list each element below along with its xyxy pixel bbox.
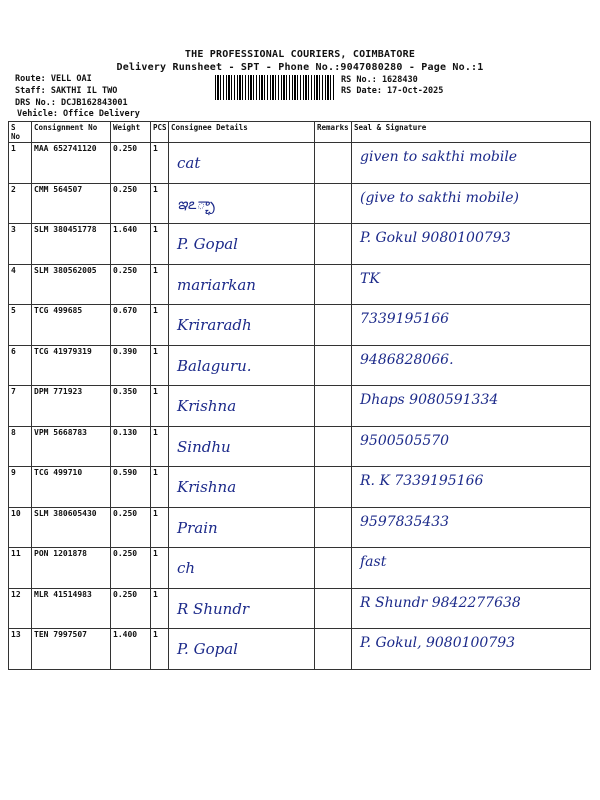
pcs-cell: 1 (151, 426, 169, 467)
signature-cell (352, 426, 591, 467)
weight-cell: 1.640 (111, 224, 151, 265)
remarks-cell (315, 143, 352, 184)
consignee-cell (169, 345, 315, 386)
pcs-cell: 1 (151, 345, 169, 386)
signature-handwriting: 7339195166 (360, 311, 450, 327)
signature-handwriting: R. K 7339195166 (360, 473, 484, 489)
pcs-cell: 1 (151, 264, 169, 305)
consignee-cell (169, 467, 315, 508)
weight-cell: 0.250 (111, 143, 151, 184)
sno-cell: 6 (9, 345, 32, 386)
pcs-cell: 1 (151, 224, 169, 265)
pcs-cell: 1 (151, 183, 169, 224)
consignee-handwriting: Krishna (177, 478, 237, 496)
signature-handwriting: 9597835433 (360, 513, 450, 530)
consignee-cell (169, 507, 315, 548)
weight-cell: 0.250 (111, 588, 151, 629)
table-row (9, 386, 591, 427)
consignee-handwriting: Sindhu (177, 437, 231, 456)
signature-handwriting: R Shundr 9842277638 (360, 594, 521, 611)
signature-cell (352, 507, 591, 548)
drs-number: DRS No.: DCJB162843001 (15, 98, 128, 108)
consignment-cell: MAA 652741120 (32, 143, 111, 184)
consignment-cell: TEN 7997507 (32, 629, 111, 670)
col-seal: Seal & Signature (352, 122, 591, 143)
consignee-handwriting: ch (177, 559, 196, 577)
sno-cell: 7 (9, 386, 32, 427)
signature-handwriting: TK (360, 270, 380, 287)
sno-cell: 2 (9, 183, 32, 224)
remarks-cell (315, 305, 352, 346)
col-pcs: PCS (151, 122, 169, 143)
remarks-cell (315, 629, 352, 670)
remarks-cell (315, 588, 352, 629)
consignee-handwriting: Prain (177, 518, 218, 537)
pcs-cell: 1 (151, 548, 169, 589)
signature-cell (352, 386, 591, 427)
consignee-handwriting: mariarkan (177, 275, 256, 294)
table-header-row (9, 122, 591, 143)
table-row (9, 426, 591, 467)
consignee-handwriting: Balaguru. (177, 356, 252, 375)
signature-handwriting: P. Gokul 9080100793 (360, 230, 511, 246)
consignee-cell (169, 588, 315, 629)
barcode (215, 75, 335, 100)
weight-cell: 0.590 (111, 467, 151, 508)
consignee-cell (169, 305, 315, 346)
consignee-cell (169, 143, 315, 184)
weight-cell: 0.390 (111, 345, 151, 386)
remarks-cell (315, 264, 352, 305)
remarks-cell (315, 386, 352, 427)
signature-handwriting: 9500505570 (360, 432, 450, 449)
weight-cell: 0.250 (111, 183, 151, 224)
consignment-cell: PON 1201878 (32, 548, 111, 589)
pcs-cell: 1 (151, 507, 169, 548)
sno-cell: 11 (9, 548, 32, 589)
weight-cell: 1.400 (111, 629, 151, 670)
runsheet-subtitle: Delivery Runsheet - SPT - Phone No.:9047080280 - Page No.:1 (116, 62, 484, 73)
table-row (9, 548, 591, 589)
consignment-cell: TCG 499710 (32, 467, 111, 508)
consignee-cell (169, 548, 315, 589)
table-row (9, 183, 591, 224)
sno-cell: 10 (9, 507, 32, 548)
remarks-cell (315, 183, 352, 224)
signature-cell (352, 264, 591, 305)
table-row (9, 629, 591, 670)
runsheet-table (8, 121, 591, 670)
signature-handwriting: fast (360, 554, 387, 570)
company-title: THE PROFESSIONAL COURIERS, COIMBATORE (184, 49, 416, 60)
col-weight: Weight (111, 122, 151, 143)
consignee-handwriting: R Shundr (177, 599, 250, 618)
rs-date: RS Date: 17-Oct-2025 (341, 86, 444, 96)
weight-cell: 0.250 (111, 548, 151, 589)
consignment-cell: SLM 380562005 (32, 264, 111, 305)
signature-cell (352, 629, 591, 670)
consignment-cell: SLM 380605430 (32, 507, 111, 548)
weight-cell: 0.350 (111, 386, 151, 427)
sno-cell: 8 (9, 426, 32, 467)
pcs-cell: 1 (151, 629, 169, 670)
signature-handwriting: Dhaps 9080591334 (360, 392, 499, 408)
col-consignee: Consignee Details (169, 122, 315, 143)
signature-cell (352, 224, 591, 265)
table-row (9, 224, 591, 265)
weight-cell: 0.670 (111, 305, 151, 346)
consignment-cell: CMM 564507 (32, 183, 111, 224)
table-row (9, 467, 591, 508)
sno-cell: 5 (9, 305, 32, 346)
sno-cell: 13 (9, 629, 32, 670)
col-sno: S No (9, 122, 32, 143)
table-row (9, 588, 591, 629)
table-row (9, 264, 591, 305)
sno-cell: 9 (9, 467, 32, 508)
table-row (9, 345, 591, 386)
consignee-handwriting: cat (177, 154, 201, 172)
sno-cell: 12 (9, 588, 32, 629)
rs-number: RS No.: 1628430 (341, 75, 418, 85)
remarks-cell (315, 507, 352, 548)
pcs-cell: 1 (151, 386, 169, 427)
pcs-cell: 1 (151, 467, 169, 508)
signature-cell (352, 588, 591, 629)
consignee-cell (169, 224, 315, 265)
table-row (9, 305, 591, 346)
remarks-cell (315, 548, 352, 589)
signature-cell (352, 143, 591, 184)
weight-cell: 0.250 (111, 507, 151, 548)
consignee-cell (169, 183, 315, 224)
signature-handwriting: (give to sakthi mobile) (360, 189, 520, 206)
signature-handwriting: given to sakthi mobile (360, 149, 518, 165)
table-row (9, 507, 591, 548)
col-consignment: Consignment No (32, 122, 111, 143)
sno-cell: 4 (9, 264, 32, 305)
remarks-cell (315, 467, 352, 508)
signature-cell (352, 305, 591, 346)
pcs-cell: 1 (151, 588, 169, 629)
consignment-cell: VPM 5668783 (32, 426, 111, 467)
consignee-handwriting: P. Gopal (177, 235, 238, 253)
table-row (9, 143, 591, 184)
remarks-cell (315, 224, 352, 265)
consignee-cell (169, 264, 315, 305)
consignee-handwriting: P. Gopal (177, 640, 238, 658)
consignment-cell: TCG 499685 (32, 305, 111, 346)
vehicle-label: Vehicle: Office Delivery (17, 109, 140, 119)
consignment-cell: SLM 380451778 (32, 224, 111, 265)
consignee-cell (169, 426, 315, 467)
signature-handwriting: 9486828066. (360, 351, 454, 368)
signature-cell (352, 548, 591, 589)
remarks-cell (315, 426, 352, 467)
signature-cell (352, 183, 591, 224)
signature-cell (352, 467, 591, 508)
weight-cell: 0.250 (111, 264, 151, 305)
weight-cell: 0.130 (111, 426, 151, 467)
col-remarks: Remarks (315, 122, 352, 143)
staff-label: Staff: SAKTHI IL TWO (15, 86, 118, 96)
consignee-cell (169, 386, 315, 427)
consignment-cell: TCG 41979319 (32, 345, 111, 386)
consignee-handwriting: Krishna (177, 397, 237, 415)
consignment-cell: DPM 771923 (32, 386, 111, 427)
consignee-handwriting: ఇఽ్ఛా (177, 194, 215, 213)
route-label: Route: VELL OAI (15, 74, 92, 84)
signature-handwriting: P. Gokul, 9080100793 (360, 635, 516, 651)
consignment-cell: MLR 41514983 (32, 588, 111, 629)
signature-cell (352, 345, 591, 386)
consignee-handwriting: Kriraradh (177, 316, 252, 334)
sno-cell: 1 (9, 143, 32, 184)
consignee-cell (169, 629, 315, 670)
sno-cell: 3 (9, 224, 32, 265)
remarks-cell (315, 345, 352, 386)
pcs-cell: 1 (151, 305, 169, 346)
pcs-cell: 1 (151, 143, 169, 184)
